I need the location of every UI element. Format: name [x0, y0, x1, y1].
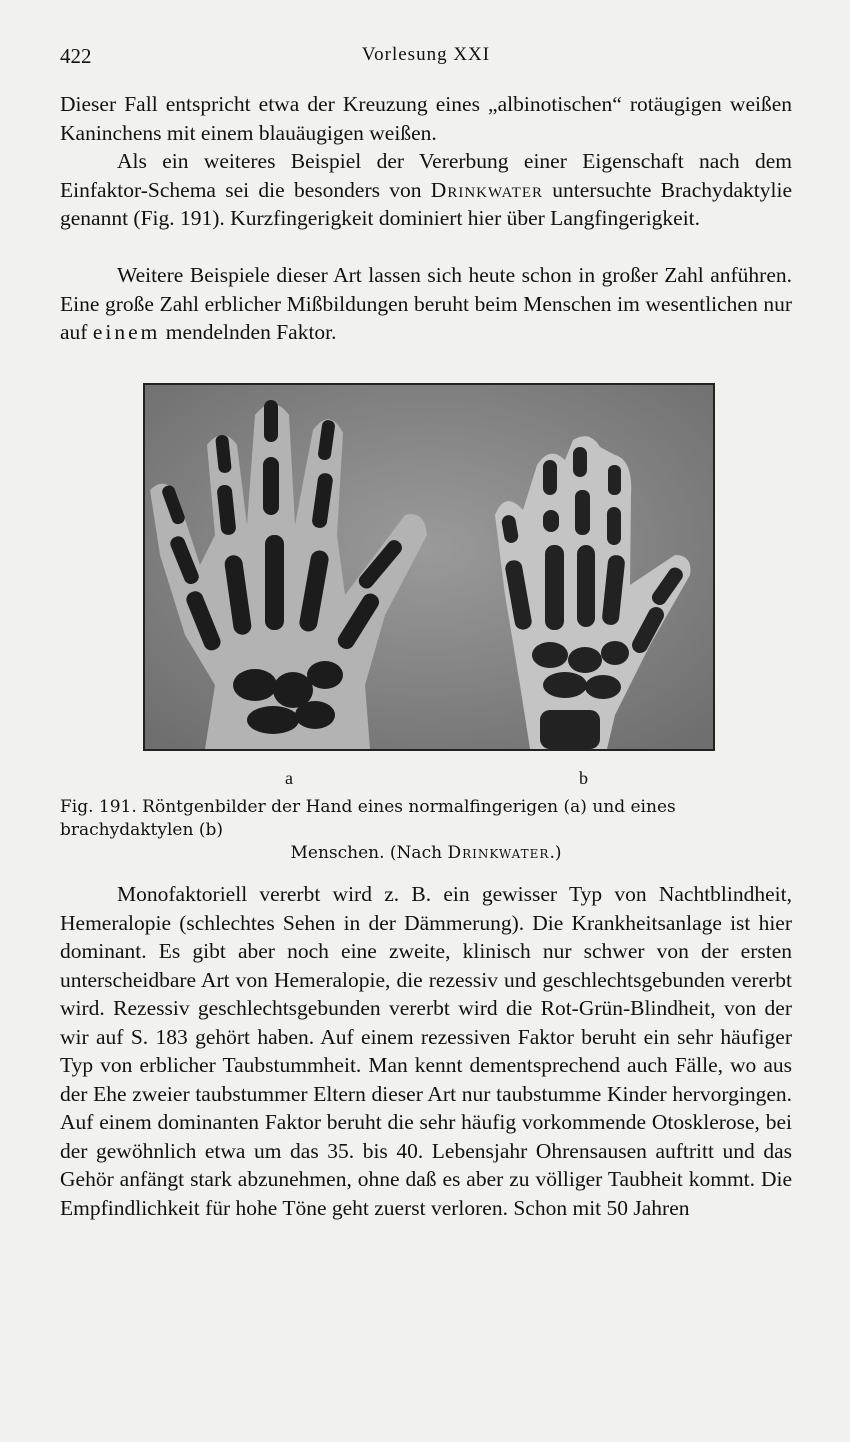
page-number: 422	[60, 44, 92, 68]
emphasis-word: einem	[92, 320, 161, 344]
figure-label-b: b	[579, 768, 588, 788]
caption-line-1: Fig. 191. Röntgenbilder der Hand eines normalfingerigen (a) und eines brachydaktylen (b)	[60, 797, 676, 840]
paragraph-2	[60, 147, 792, 233]
paragraph-3-text-a: Weitere Beispiele dieser Art lassen sich heute schon in großer Zahl anführen. Eine große Zahl erblicher Mißbildungen beruht beim Menschen im wesentlichen nur auf	[60, 263, 792, 344]
xray-image	[145, 385, 713, 749]
paragraph-4-text: Monofaktoriell vererbt wird z. B. ein gewisser Typ von Nachtblindheit, Hemeralopie (schlechtes Sehen in der Dämmerung). Die Krankheitsanlage ist hier dominant. Es gibt aber noch eine zweite, klinisch nur schwer von der ersten unterscheidbare Art von Hemeralopie, die rezessiv und geschlechtsgebunden vererbt wird. Rezessiv geschlechtsgebunden vererbt wird die Rot-Grün-Blindheit, von der wir auf S. 183 gehört haben. Auf einem rezessiven Faktor beruht ein sehr häufiger Typ von erblicher Taubstummheit. Man kennt dementsprechend auch Fälle, wo aus der Ehe zweier taubstummer Eltern dieser Art nur taubstumme Kinder hervorgingen. Auf einem dominanten Faktor beruht die sehr häufig vorkommende Otosklerose, bei der gewöhnlich etwa um das 35. bis 40. Lebensjahr Ohrensausen auftritt und das Gehör anfängt stark abzunehmen, ohne daß es aber zu völliger Taubheit kommt. Die Empfindlichkeit für hohe Töne geht zuerst verloren. Schon mit 50 Jahren	[60, 882, 792, 1220]
paragraph-3-text-b: mendelnden Faktor.	[160, 320, 337, 344]
paragraph-1	[60, 90, 792, 147]
paragraph-1-text: Dieser Fall entspricht etwa der Kreuzung eines „albinotischen“ rotäugigen weißen Kaninchens mit einem blauäugigen weißen.	[60, 92, 792, 145]
figure-label-a: a	[285, 768, 293, 788]
author-name: Drinkwater	[430, 177, 543, 202]
paragraph-2-text-a: Als ein weiteres Beispiel der Vererbung einer Eigenschaft nach dem Einfaktor-Schema sei die besonders von	[60, 149, 792, 202]
paragraph-3	[60, 261, 792, 347]
caption-line-2	[60, 842, 792, 865]
caption-line-2-text-a: Menschen. (Nach	[290, 843, 448, 863]
xray-figure	[143, 383, 715, 751]
paragraph-4	[60, 880, 792, 1222]
caption-author-name: Drinkwater	[447, 843, 550, 863]
figure-caption	[60, 796, 792, 865]
caption-line-2-text-b: .)	[549, 843, 562, 863]
page-header	[60, 44, 792, 72]
running-title: Vorlesung XXI	[361, 44, 491, 65]
paragraph-2-text-b: untersuchte Brachydaktylie genannt (Fig. 191). Kurzfingerigkeit dominiert hier über Langfingerigkeit.	[60, 177, 792, 230]
